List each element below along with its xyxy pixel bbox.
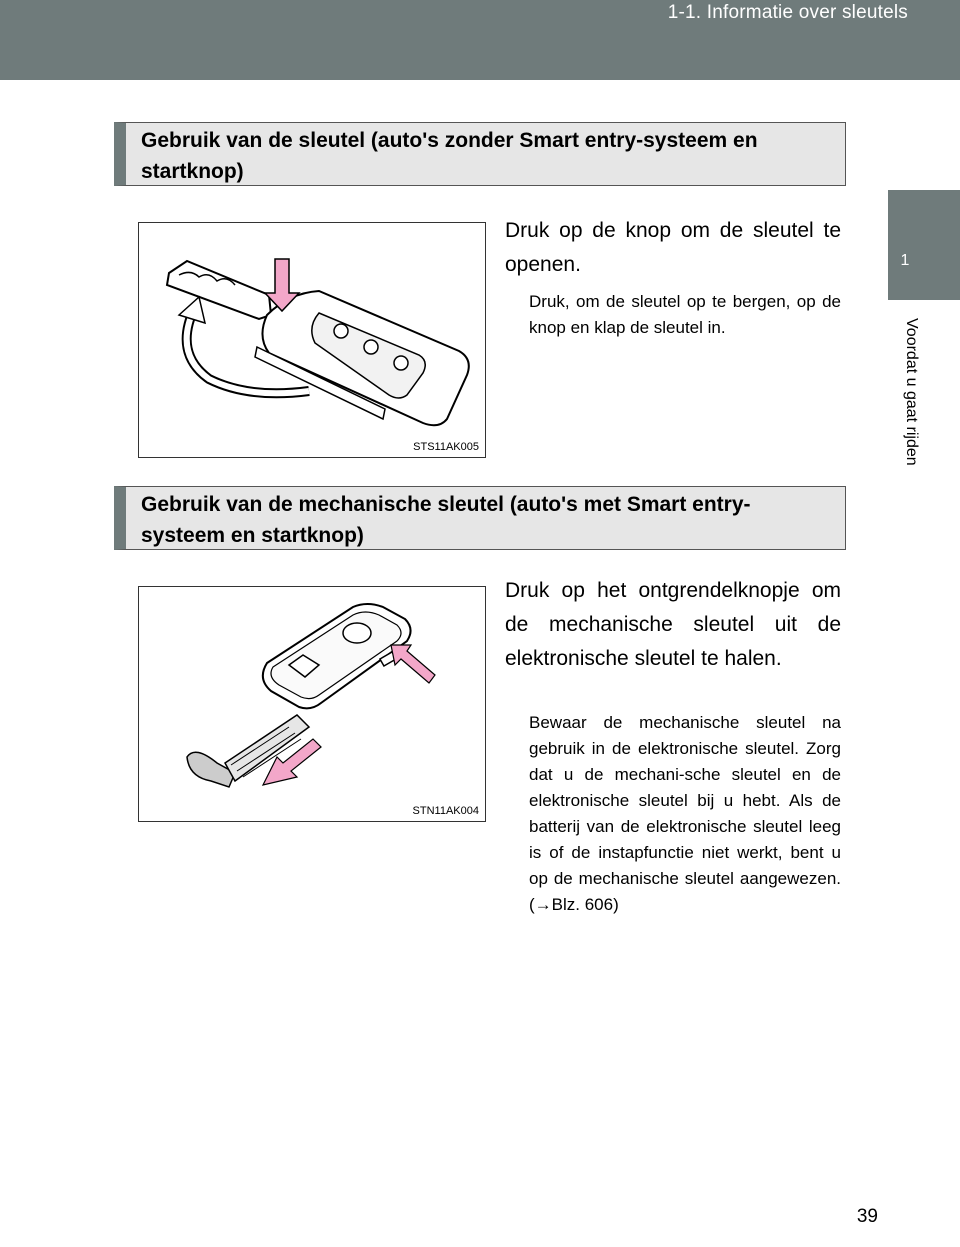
step-open-key: Druk op de knop om de sleutel te openen. <box>505 219 841 276</box>
page-number: 39 <box>856 1206 878 1227</box>
mechanical-key-illustration <box>139 587 484 820</box>
note-keep-mechanical-key: Bewaar de mechanische sleutel na gebruik in de elektronische sleutel. Zorg dat u de mechani-sche sleutel en de elektronische sleutel bij u hebt. Als de batterij van de elektronische sleutel leeg is of de instapfunctie niet werkt, bent u op de mechanische sleutel aangewezen. (→Blz. 606) <box>529 713 841 914</box>
figure-mechanical-key <box>138 586 486 822</box>
figure-folding-key <box>138 222 486 458</box>
folding-key-illustration <box>139 223 484 456</box>
figure-code: STS11AK005 <box>413 441 479 453</box>
note-store-key: Druk, om de sleutel op te bergen, op de knop en klap de sleutel in. <box>529 292 841 337</box>
section-heading-mechanical-key: Gebruik van de mechanische sleutel (auto's met Smart entry-systeem en startknop) <box>114 486 846 550</box>
section-heading-key-usage: Gebruik van de sleutel (auto's zonder Smart entry-systeem en startknop) <box>114 122 846 186</box>
section-header-title: 1-1. Informatie over sleutels <box>667 2 908 23</box>
figure-code: STN11AK004 <box>412 805 479 817</box>
step-remove-mechanical-key: Druk op het ontgrendelknopje om de mechanische sleutel uit de elektronische sleutel te halen. <box>505 579 841 670</box>
chapter-number: 1 <box>900 252 910 269</box>
chapter-label: Voordat u gaat rijden <box>903 318 920 466</box>
chapter-tab <box>888 190 960 300</box>
